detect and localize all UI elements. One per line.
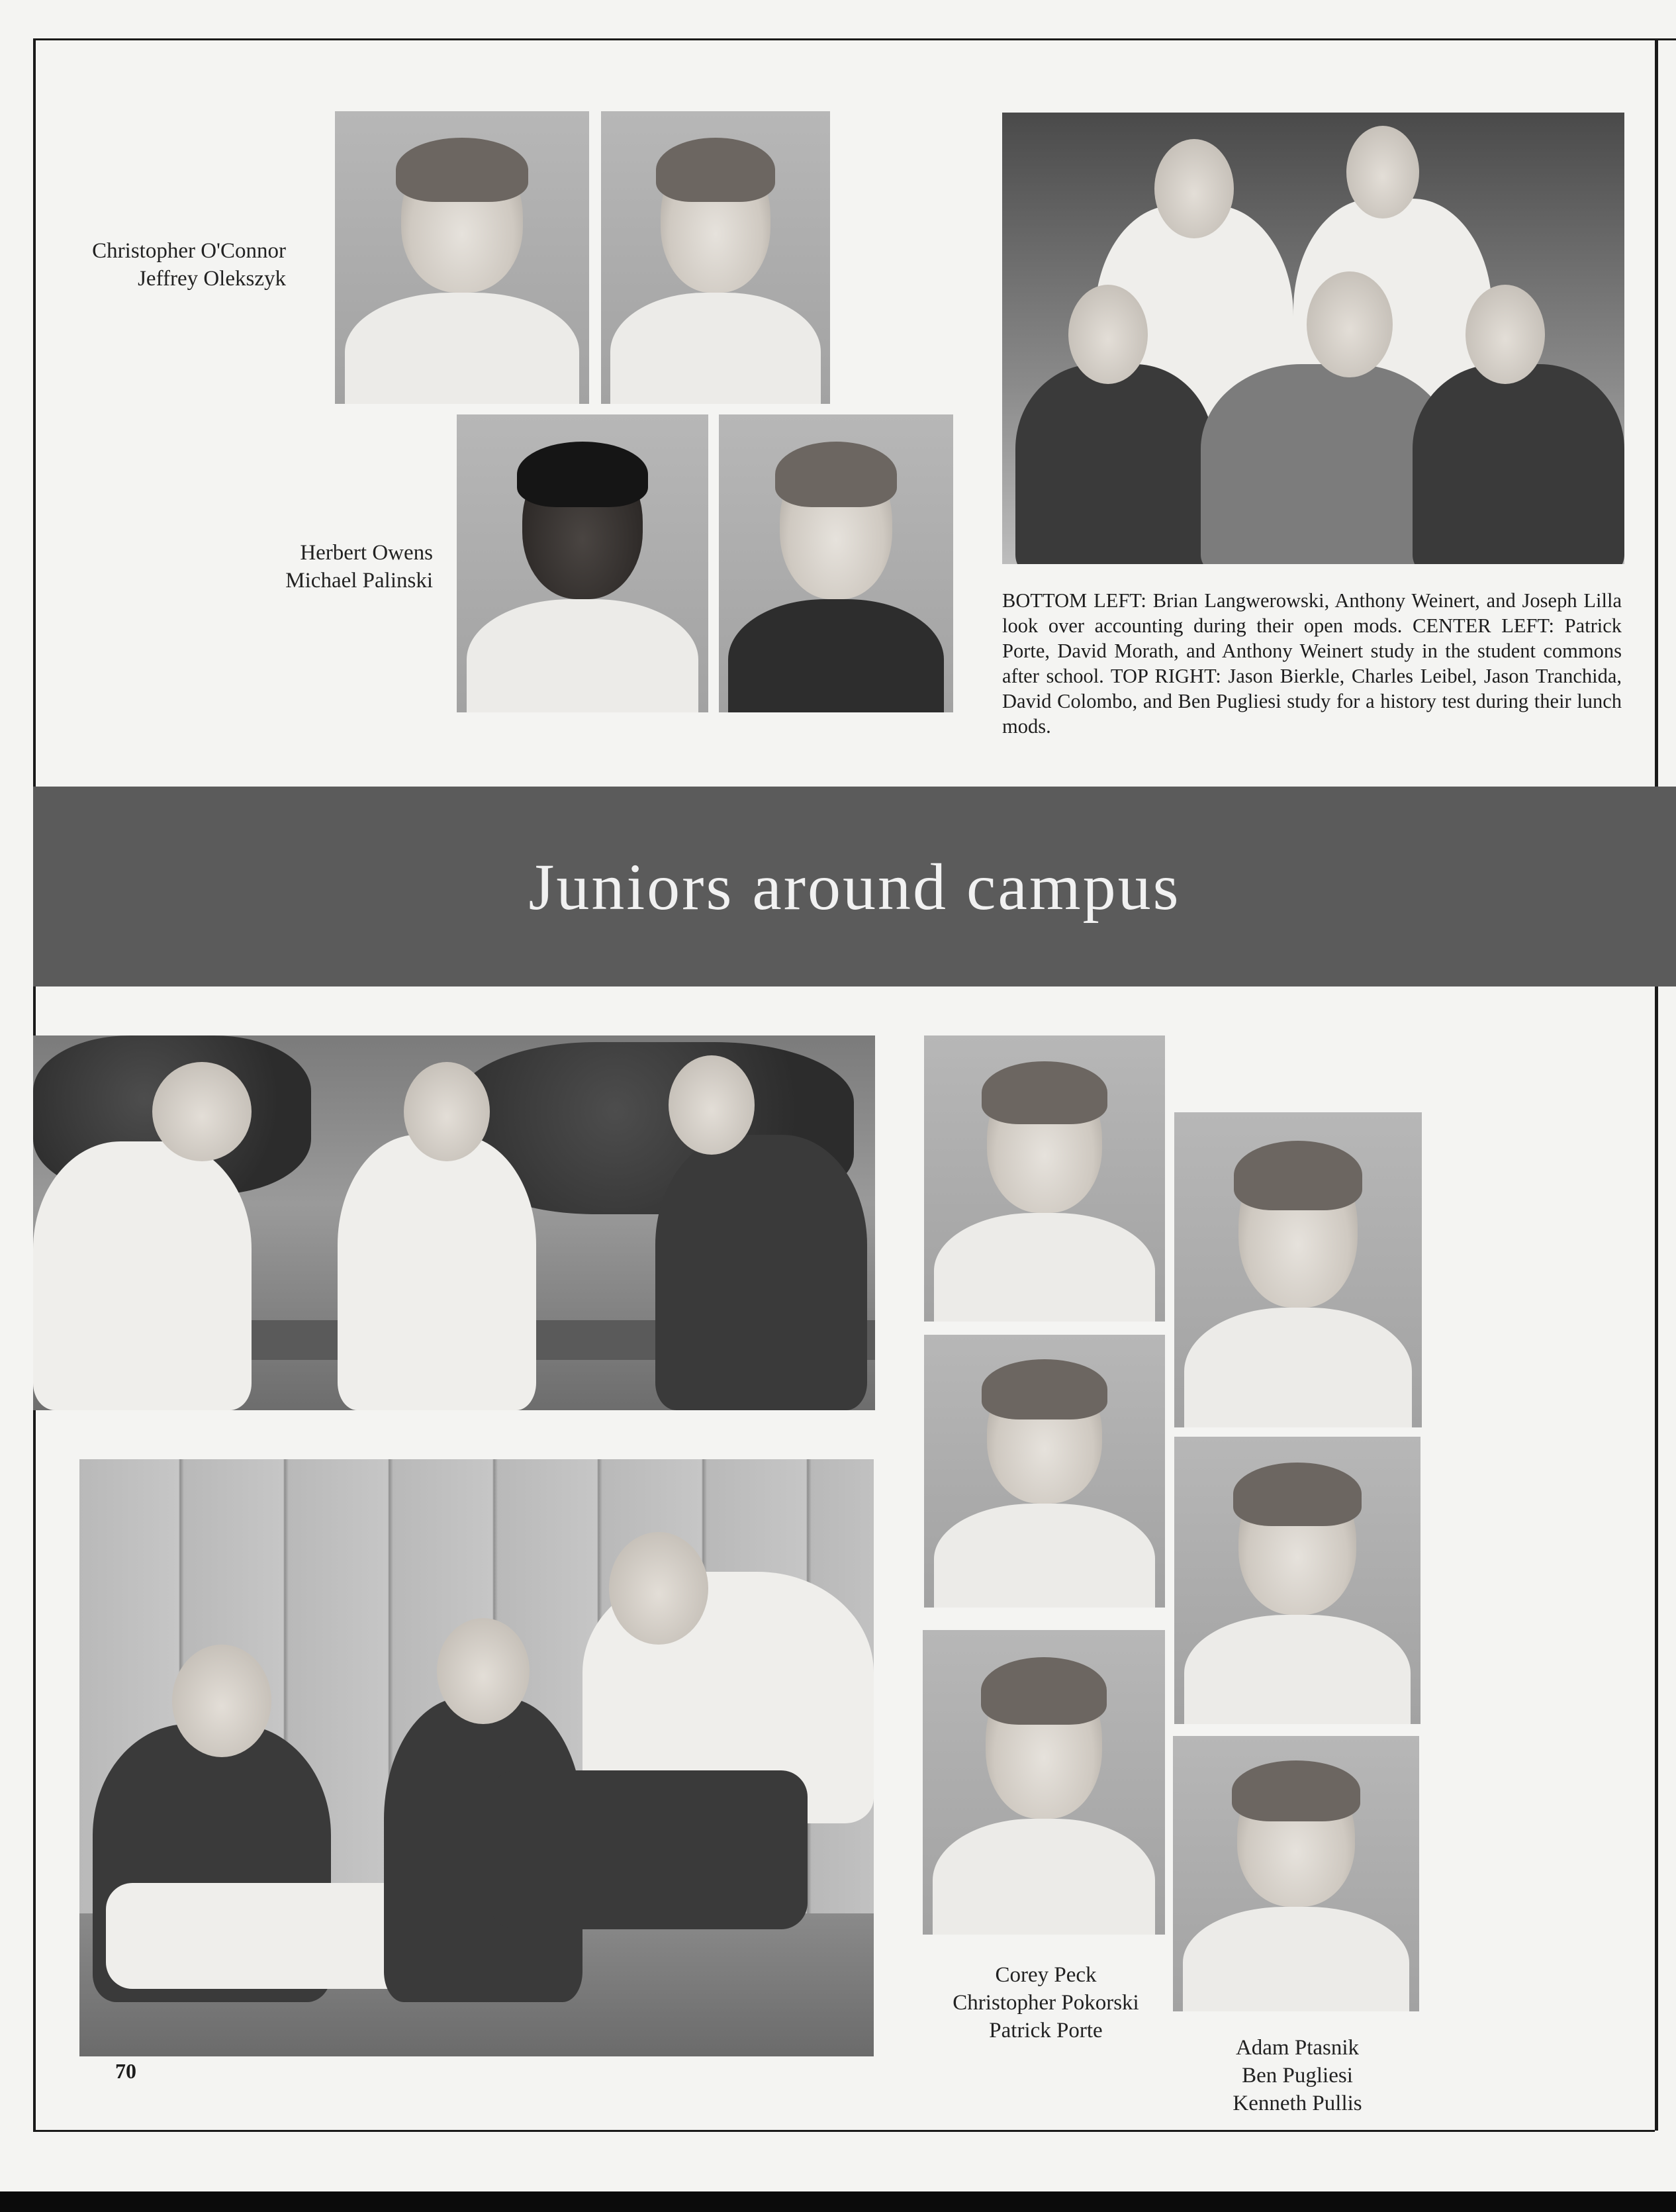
- student-name: Christopher Pokorski: [953, 1991, 1139, 2015]
- names-ptasnik-pugliesi-pullis: [1172, 2034, 1423, 2117]
- student-name: Christopher O'Connor: [92, 239, 286, 263]
- portrait-christopher-pokorski: [924, 1335, 1165, 1608]
- photo-student-commons: [33, 1035, 875, 1410]
- names-oconnor-olekszyk: [40, 237, 286, 293]
- student-name: Adam Ptasnik: [1235, 2036, 1360, 2060]
- portrait-herbert-owens: [457, 414, 708, 712]
- photo-history-study-group: [1002, 113, 1624, 564]
- photo-caption: BOTTOM LEFT: Brian Langwerowski, Anthony Weinert, and Joseph Lilla look over accounting during their open mods. CENTER LEFT: Patrick Porte, David Morath, and Anthony Weinert study in the student commons after school. TOP RIGHT: Jason Bierkle, Charles Leibel, Jason Tranchida, David Colombo, and Ben Pugliesi study for a history test during their lunch mods.: [1002, 589, 1622, 738]
- photo-lockers-accounting: [79, 1459, 874, 2056]
- page-border-right: [1655, 38, 1658, 2131]
- portrait-ben-pugliesi: [1174, 1437, 1420, 1724]
- names-peck-pokorski-porte: [913, 1961, 1178, 2044]
- page-number: 70: [115, 2059, 136, 2083]
- names-owens-palinski: [199, 539, 433, 595]
- section-banner: [33, 787, 1676, 986]
- student-name: Jeffrey Olekszyk: [138, 267, 286, 291]
- student-name: Ben Pugliesi: [1242, 2064, 1353, 2088]
- portrait-michael-palinski: [719, 414, 953, 712]
- portrait-patrick-porte: [923, 1630, 1165, 1935]
- portrait-adam-ptasnik: [1174, 1112, 1422, 1427]
- student-name: Corey Peck: [995, 1963, 1097, 1987]
- student-name: Herbert Owens: [300, 541, 433, 565]
- student-name: Patrick Porte: [989, 2019, 1103, 2043]
- page-border-bottom: [33, 2130, 1655, 2132]
- banner-title: Juniors around campus: [528, 849, 1181, 924]
- portrait-kenneth-pullis: [1173, 1736, 1419, 2011]
- portrait-corey-peck: [924, 1035, 1165, 1322]
- student-name: Kenneth Pullis: [1233, 2092, 1362, 2115]
- page-border-top: [34, 38, 1676, 40]
- portrait-christopher-oconnor: [335, 111, 589, 404]
- student-name: Michael Palinski: [285, 569, 433, 593]
- portrait-jeffrey-olekszyk: [601, 111, 830, 404]
- scan-edge: [0, 2191, 1676, 2212]
